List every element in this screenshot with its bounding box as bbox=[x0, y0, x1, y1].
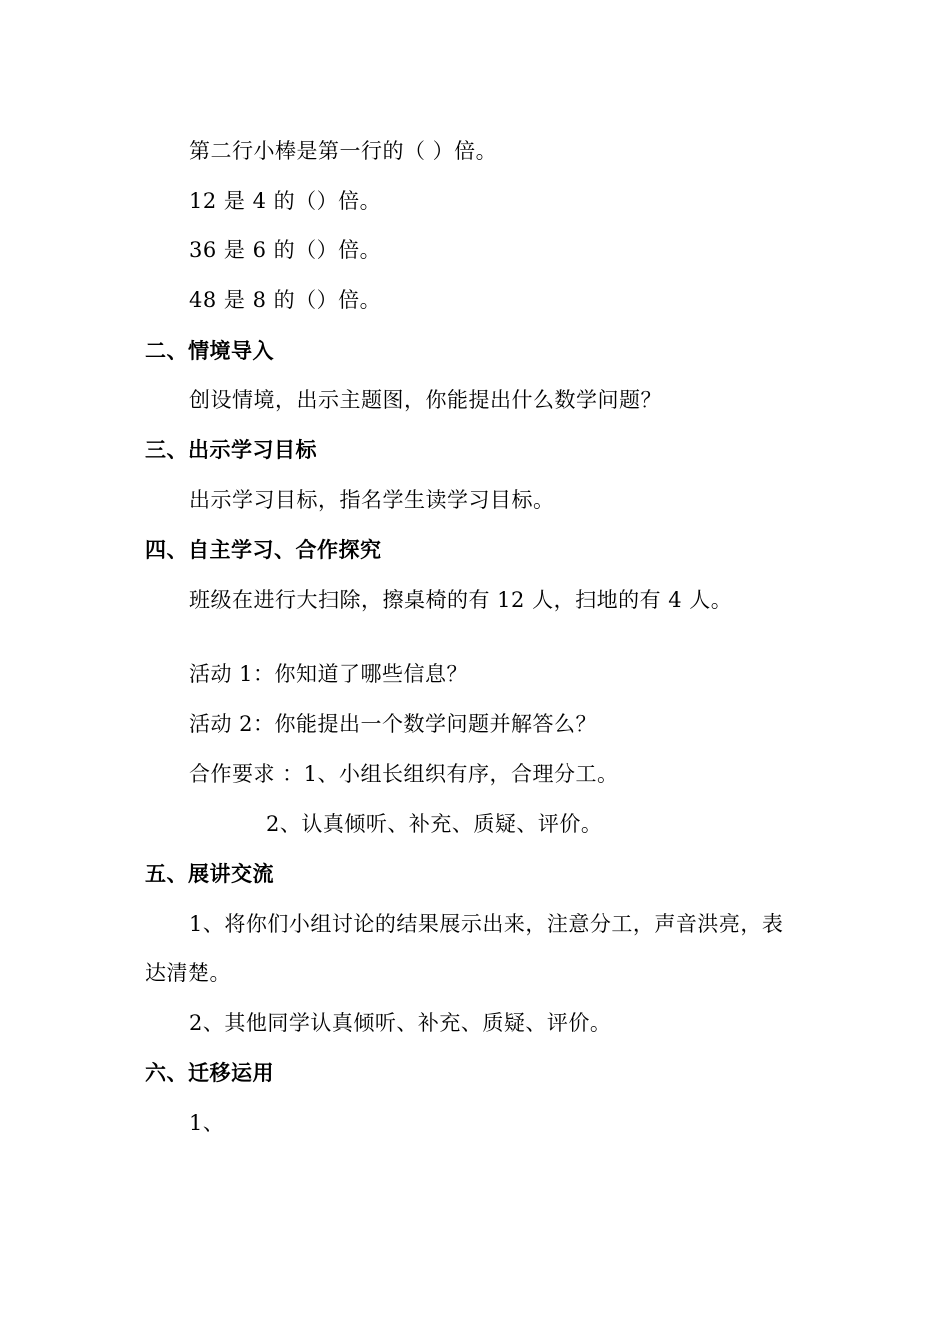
activity-1: 活动 1：你知道了哪些信息？ bbox=[189, 662, 469, 686]
presentation-item-1-line-1: 1、将你们小组讨论的结果展示出来，注意分工，声音洪亮，表 bbox=[189, 912, 784, 936]
section-heading-situation: 二、情境导入 bbox=[145, 339, 274, 363]
application-item-1: 1、 bbox=[189, 1111, 225, 1135]
cooperation-requirement-2: 2、认真倾听、补充、质疑、评价。 bbox=[266, 812, 603, 836]
self-study-text: 班级在进行大扫除，擦桌椅的有 12 人，扫地的有 4 人。 bbox=[189, 588, 733, 612]
goals-text: 出示学习目标，指名学生读学习目标。 bbox=[189, 488, 555, 512]
question-line-2: 12 是 4 的（）倍。 bbox=[189, 189, 382, 213]
section-heading-self-study: 四、自主学习、合作探究 bbox=[145, 538, 382, 562]
presentation-item-2: 2、其他同学认真倾听、补充、质疑、评价。 bbox=[189, 1011, 612, 1035]
activity-2: 活动 2：你能提出一个数学问题并解答么？ bbox=[189, 712, 598, 736]
situation-text: 创设情境，出示主题图，你能提出什么数学问题？ bbox=[189, 388, 662, 412]
section-heading-presentation: 五、展讲交流 bbox=[145, 862, 274, 886]
question-line-3: 36 是 6 的（）倍。 bbox=[189, 238, 382, 262]
question-line-1: 第二行小棒是第一行的（ ）倍。 bbox=[189, 139, 498, 163]
presentation-item-1-line-2: 达清楚。 bbox=[145, 961, 231, 985]
cooperation-requirement-1: 合作要求 ：1、小组长组织有序，合理分工。 bbox=[189, 762, 619, 786]
section-heading-application: 六、迁移运用 bbox=[145, 1061, 274, 1085]
question-line-4: 48 是 8 的（）倍。 bbox=[189, 288, 382, 312]
section-heading-goals: 三、出示学习目标 bbox=[145, 438, 317, 462]
